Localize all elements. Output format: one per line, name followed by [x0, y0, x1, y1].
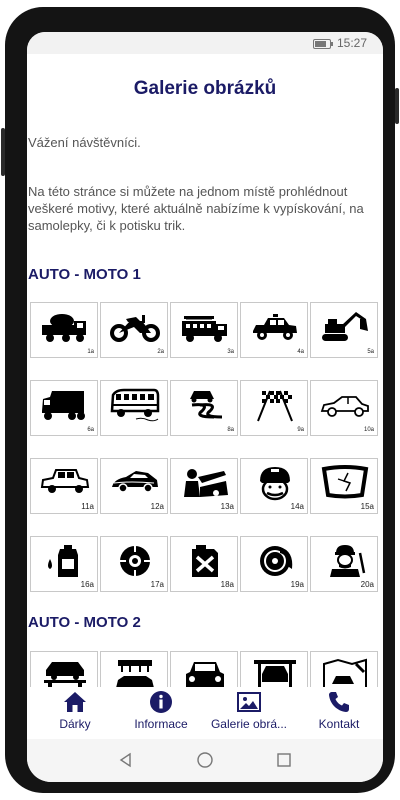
gallery-tile-label: 10a: [363, 427, 374, 433]
gallery-tile[interactable]: [240, 651, 308, 687]
nav-label: Informace: [134, 717, 188, 731]
back-icon[interactable]: [117, 751, 135, 769]
gallery-tile[interactable]: [240, 458, 308, 514]
sports-car-icon: [110, 465, 160, 501]
semi-truck-icon: [40, 387, 90, 423]
nav-label: Dárky: [59, 717, 91, 731]
skidding-car-icon: [180, 387, 230, 423]
gallery-tile-label: 16a: [80, 580, 94, 589]
car-front-icon: [180, 658, 230, 687]
vintage-bus-icon: [110, 387, 160, 423]
home-circle-icon[interactable]: [196, 751, 214, 769]
gallery-tile[interactable]: [170, 536, 238, 592]
gallery-tile[interactable]: [310, 458, 378, 514]
oil-canister-icon: [40, 543, 90, 579]
gallery-tile-label: 14a: [290, 502, 304, 511]
image-icon: [234, 690, 264, 714]
mechanic-icon: [320, 543, 370, 579]
mechanic-hood-icon: [180, 465, 230, 501]
section-title-auto-moto-1: AUTO - MOTO 1: [28, 266, 141, 283]
motorcycle-icon: [110, 309, 160, 345]
nav-label: Galerie obrá...: [210, 717, 288, 731]
gallery-tile[interactable]: [30, 302, 98, 358]
gallery-tile[interactable]: [30, 458, 98, 514]
gallery-tile[interactable]: [100, 458, 168, 514]
fire-truck-icon: [180, 309, 230, 345]
gallery-tile[interactable]: [310, 302, 378, 358]
gallery-tile[interactable]: [310, 651, 378, 687]
gallery-tile[interactable]: [30, 380, 98, 436]
gallery-tile[interactable]: [170, 651, 238, 687]
power-button: [395, 88, 399, 124]
info-icon: [149, 690, 173, 714]
fuel-can-icon: [180, 543, 230, 579]
phone-frame: [5, 7, 395, 793]
gallery-tile-label: 5a: [367, 349, 374, 355]
car-map-icon: [320, 658, 370, 687]
car-wash-icon: [110, 658, 160, 687]
gallery-tile-label: 1a: [87, 349, 94, 355]
classic-car-icon: [40, 465, 90, 501]
checkered-flags-icon: [250, 387, 300, 423]
gallery-tile-label: 3a: [227, 349, 234, 355]
excavator-icon: [320, 309, 370, 345]
nav-item-darky[interactable]: [35, 687, 115, 739]
nav-item-informace[interactable]: [123, 687, 199, 739]
gallery-tile[interactable]: [310, 536, 378, 592]
nav-item-galerie[interactable]: [205, 687, 293, 739]
gallery-tile-label: 8a: [227, 427, 234, 433]
gallery-tile-label: 9a: [297, 427, 304, 433]
concrete-mixer-truck-icon: [40, 309, 90, 345]
gallery-tile-label: 11a: [81, 502, 94, 511]
page-title: Galerie obrázků: [133, 78, 277, 99]
gallery-tile[interactable]: [310, 380, 378, 436]
gallery-tile-label: 17a: [150, 580, 164, 589]
gallery-tile[interactable]: [100, 536, 168, 592]
recents-icon[interactable]: [275, 751, 293, 769]
gallery-tile-label: 19a: [290, 580, 304, 589]
gallery-tile[interactable]: [170, 302, 238, 358]
gallery-tile-label: 18a: [220, 580, 234, 589]
battery-icon: [313, 39, 331, 49]
gallery-grid-auto-moto-1: [30, 302, 380, 614]
status-time: 15:27: [336, 36, 367, 50]
car-service-icon: [250, 658, 300, 687]
volume-button: [1, 128, 5, 176]
police-car-icon: [250, 309, 300, 345]
gallery-tile-label: 2a: [157, 349, 164, 355]
gallery-tile[interactable]: [100, 651, 168, 687]
gallery-tile[interactable]: [170, 380, 238, 436]
system-navigation-bar: [27, 739, 383, 782]
nav-item-kontakt[interactable]: [301, 687, 377, 739]
nav-label: Kontakt: [318, 717, 360, 731]
status-bar: [27, 32, 383, 54]
cracked-windshield-icon: [320, 465, 370, 501]
home-icon: [63, 690, 87, 714]
app-screen: [27, 32, 383, 782]
gallery-tile[interactable]: [100, 302, 168, 358]
gallery-tile[interactable]: [240, 536, 308, 592]
gallery-tile[interactable]: [240, 302, 308, 358]
sedan-outline-icon: [320, 387, 370, 423]
phone-icon: [327, 690, 351, 714]
helmet-face-icon: [250, 465, 300, 501]
gallery-tile[interactable]: [100, 380, 168, 436]
gallery-tile-label: 20a: [360, 580, 374, 589]
brake-disc-icon: [250, 543, 300, 579]
car-lift-icon: [40, 658, 90, 687]
gallery-tile[interactable]: [170, 458, 238, 514]
gallery-tile-label: 4a: [297, 349, 304, 355]
intro-text: Na této stránce si můžete na jednom místě prohlédnout veškeré motivy, které aktuálně nabízíme k vypískování, na samolepky, či k potisku trik.: [28, 184, 364, 233]
gallery-grid-auto-moto-2: [30, 651, 380, 687]
tire-icon: [110, 543, 160, 579]
gallery-tile[interactable]: [240, 380, 308, 436]
bottom-navigation: [27, 687, 383, 739]
gallery-tile-label: 12a: [150, 502, 164, 511]
gallery-tile-label: 15a: [360, 502, 374, 511]
gallery-tile-label: 13a: [220, 502, 234, 511]
gallery-tile[interactable]: [30, 536, 98, 592]
section-title-auto-moto-2: AUTO - MOTO 2: [28, 614, 141, 631]
greeting-text: Vážení návštěvníci.: [28, 135, 141, 150]
page-content[interactable]: [27, 54, 383, 687]
gallery-tile-label: 6a: [87, 427, 94, 433]
gallery-tile[interactable]: [30, 651, 98, 687]
